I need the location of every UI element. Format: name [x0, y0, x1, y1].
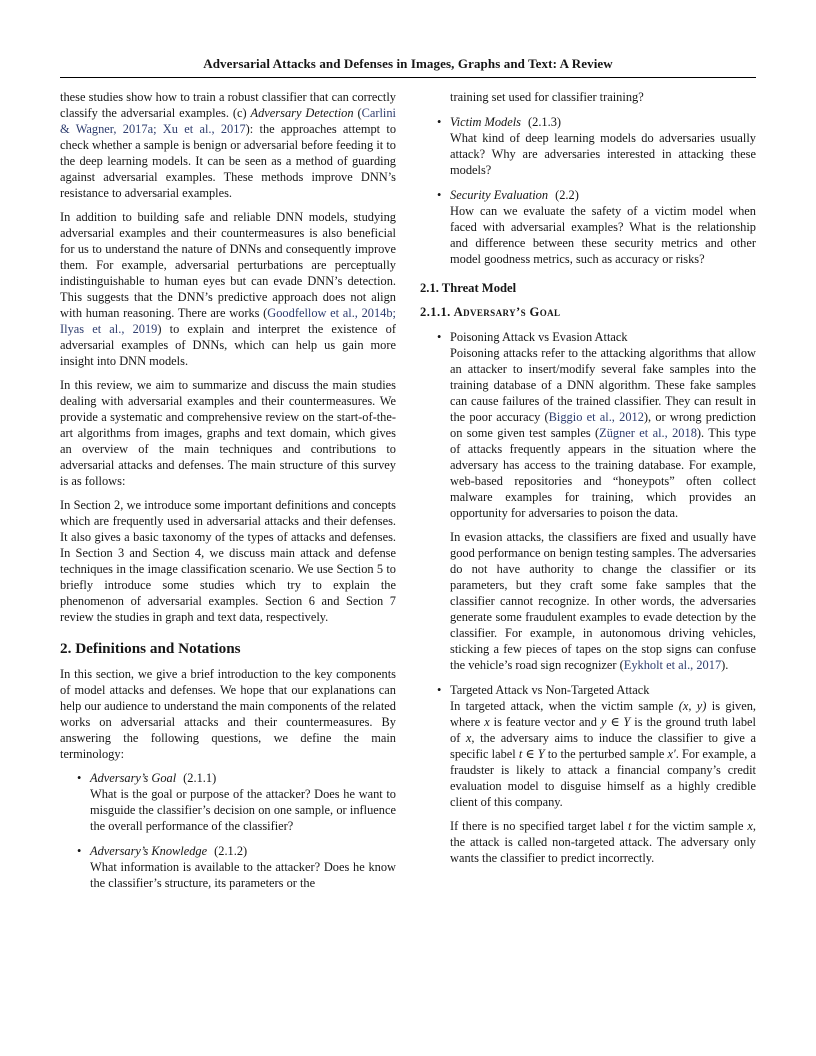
- citation-link[interactable]: Goodfellow et al., 2014b; Ilyas et al., 2019: [60, 306, 396, 336]
- math-inline: x′: [667, 747, 676, 761]
- bullet-term: Targeted Attack vs Non-Targeted Attack: [450, 683, 650, 697]
- bullet-section-number: (2.1.3): [528, 115, 562, 129]
- bullet-section-number: (2.1.2): [214, 844, 248, 858]
- paragraph-nontargeted: If there is no specified target label t for the victim sample x, the attack is called non-targeted attack. The adversary only wants the classifier to predict incorrectly.: [450, 819, 756, 865]
- list-item-adversarys-goal: [60, 770, 396, 834]
- list-item-security-evaluation: [420, 187, 756, 267]
- paragraph-review-aim: In this review, we aim to summarize and discuss the main studies dealing with adversarial examples and their countermeasures. We provide a systematic and comprehensive review on the start-of-the-art algorithms from images, graphs and text domain, which gives an overview of the main techniques and contributions to adversarial attacks and defenses. The main structure of this survey is as follows:: [60, 378, 396, 488]
- math-inline: x: [747, 819, 753, 833]
- bullet-icon: [60, 770, 90, 834]
- subsubsection-heading-adversarys-goal: 2.1.1. Adversary’s Goal: [420, 305, 561, 319]
- list-item-victim-models: [420, 114, 756, 178]
- bullet-body: How can we evaluate the safety of a victim model when faced with adversarial examples? What is the relationship and difference between these security metrics and other model goodness metrics, such as accuracy or risks?: [450, 204, 756, 266]
- citation-link[interactable]: Carlini & Wagner, 2017a; Xu et al., 2017: [60, 106, 396, 136]
- bullet-term: Adversary’s Goal: [90, 771, 177, 785]
- bullet-continuation-line: training set used for classifier training?: [450, 90, 644, 104]
- citation-link[interactable]: Eykholt et al., 2017: [623, 658, 722, 672]
- bullet-icon: [420, 114, 450, 178]
- math-inline: t ∈ Y: [518, 747, 545, 761]
- list-item-targeted-vs-nontargeted: [420, 682, 756, 866]
- section-heading-definitions: 2. Definitions and Notations: [60, 640, 241, 657]
- italic-term: Adversary Detection: [250, 106, 354, 120]
- header-rule: [60, 77, 756, 78]
- bullet-section-number: (2.2): [555, 188, 579, 202]
- bullet-body: What is the goal or purpose of the attacker? Does he want to misguide the classifier’s decision on one sample, or influence the overall performance of the classifier?: [90, 787, 396, 833]
- paragraph-why-study: In addition to building safe and reliable DNN models, studying adversarial examples and their countermeasures is also beneficial for us to understand the nature of DNNs and consequently improve them. For example, adversarial perturbations are perceptually indistinguishable to human eyes but can evade DNN’s detection. This suggests that the DNN’s predictive approach does not align with human reasoning. There are works (Goodfellow et al., 2014b; Ilyas et al., 2019) to explain and interpret the existence of adversarial examples of DNNs, which can help us gain more insight into DNN models.: [60, 210, 396, 368]
- running-head-title: Adversarial Attacks and Defenses in Images, Graphs and Text: A Review: [203, 56, 613, 71]
- left-column: [60, 89, 396, 900]
- bullet-icon: [420, 682, 450, 866]
- bullet-term: Security Evaluation: [450, 188, 549, 202]
- bullet-body: What information is available to the attacker? Does he know the classifier’s structure, its parameters or the: [90, 860, 396, 890]
- bullet-icon: [420, 329, 450, 673]
- math-inline: (x, y): [678, 699, 707, 713]
- bullet-term: Adversary’s Knowledge: [90, 844, 208, 858]
- paragraph-evasion: In evasion attacks, the classifiers are fixed and usually have good performance on benign testing samples. The adversaries do not have authority to change the classifier or its parameters, but they craft some fake samples that the classifier cannot recognize. In other words, the adversaries generate some fraudulent examples to evade detection by the classifier. For example, in autonomous driving vehicles, sticking a few pieces of tapes on the stop signs can confuse the vehicle’s road sign recognizer (Eykholt et al., 2017).: [450, 530, 757, 672]
- paragraph-poisoning: Poisoning attacks refer to the attacking algorithms that allow an attacker to insert/modify several fake samples into the training database of a DNN algorithm. These fake samples can cause failures of the trained classifier. They can result in the poor accuracy (Biggio et al., 2012), or wrong prediction on some given test samples (Zügner et al., 2018). This type of attacks frequently appears in the situation where the adversary has access to the training database. For example, web-based repositories and “honeypots” often collect malware examples for training, which provides an opportunity for adversaries to poison the data.: [450, 346, 756, 520]
- bullet-term: Victim Models: [450, 115, 521, 129]
- citation-link[interactable]: Zügner et al., 2018: [599, 426, 697, 440]
- bullet-body: What kind of deep learning models do adversaries usually attack? Why are adversaries interested in attacking these models?: [450, 131, 756, 177]
- subsection-heading-threat-model: 2.1. Threat Model: [420, 281, 517, 295]
- bullet-icon: [60, 843, 90, 891]
- bullet-term: Poisoning Attack vs Evasion Attack: [450, 330, 628, 344]
- paragraph-section-intro: In this section, we give a brief introduction to the key components of model attacks and defenses. We hope that our explanations can help our audience to understand the main components of the related works on adversarial attacks and their countermeasures. By answering the following questions, we define the main terminology:: [60, 667, 396, 761]
- paragraph-adversary-detection: these studies show how to train a robust classifier that can correctly classify the adversarial examples. (c) Adversary Detection (Carlini & Wagner, 2017a; Xu et al., 2017): the approaches attempt to check whether a sample is benign or adversarial before feeding it to the deep learning models. It can be seen as a method of guarding against adversarial examples. These methods improve DNN’s resistance to adversarial examples.: [60, 90, 397, 200]
- two-column-body: [60, 89, 756, 900]
- bullet-icon: [420, 187, 450, 267]
- bullet-section-number: (2.1.1): [183, 771, 217, 785]
- list-item-adversarys-knowledge: [60, 843, 396, 891]
- paragraph-targeted: In targeted attack, when the victim sample (x, y) is given, where x is feature vector and y ∈ Y is the ground truth label of x, the adversary aims to induce the classifier to give a specific label t ∈ Y to the perturbed sample x′. For example, a fraudster is likely to attack a financial company’s credit evaluation model to disguise himself as a highly credible client of this company.: [450, 699, 756, 809]
- math-inline: x: [465, 731, 472, 745]
- math-inline: t: [627, 819, 632, 833]
- paragraph-structure: In Section 2, we introduce some important definitions and concepts which are frequently used in adversarial attacks and their defenses. It also gives a basic taxonomy of the types of attacks and defenses. In Section 3 and Section 4, we discuss main attack and defense techniques in the image classification scenario. We use Section 5 to briefly introduce some studies which try to explain the phenomenon of adversarial examples. Section 6 and Section 7 review the studies in graph and text data, respectively.: [60, 498, 396, 624]
- citation-link[interactable]: Biggio et al., 2012: [548, 410, 644, 424]
- list-item-poisoning-vs-evasion: [420, 329, 756, 673]
- right-column: [420, 89, 756, 900]
- math-inline: y ∈ Y: [600, 715, 631, 729]
- math-inline: x: [484, 715, 490, 729]
